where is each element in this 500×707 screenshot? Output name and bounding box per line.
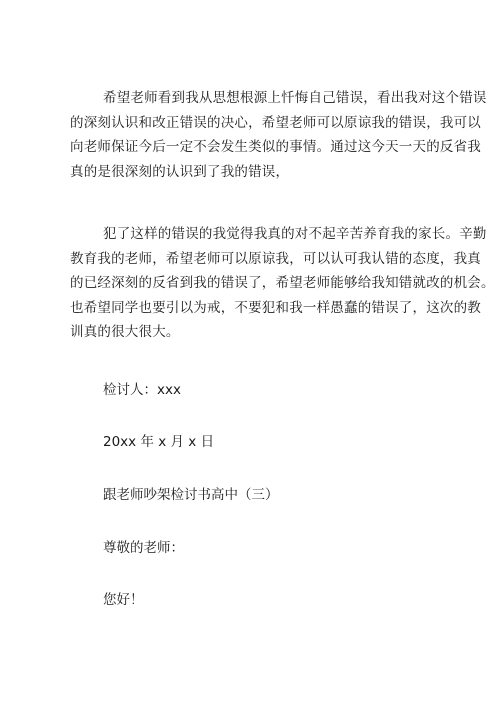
date-line: 20xx 年 x 月 x 日 <box>103 434 215 450</box>
paragraph-repentance <box>70 86 487 184</box>
paragraph-line: 向老师保证今后一定不会发生类似的事情。通过这今天一天的反省我 <box>70 139 481 155</box>
paragraph-apology <box>70 222 495 345</box>
paragraph-line: 的已经深刻的反省到我的错误了，希望老师能够给我知错就改的机会。 <box>70 275 495 291</box>
paragraph-line: 也希望同学也要引以为戒，不要犯和我一样愚蠢的错误了，这次的教 <box>70 299 481 316</box>
paragraph-line: 希望老师看到我从思想根源上忏悔自己错误，看出我对这个错误 <box>103 90 487 106</box>
signature-line: 检讨人：xxx <box>103 382 181 398</box>
salutation: 尊敬的老师： <box>103 540 184 556</box>
paragraph-line: 犯了这样的错误的我觉得我真的对不起辛苦养育我的家长。辛勤 <box>103 226 487 242</box>
paragraph-line: 的深刻认识和改正错误的决心，希望老师可以原谅我的错误，我可以 <box>70 114 481 131</box>
greeting: 您好！ <box>103 592 144 608</box>
next-section-title: 跟老师吵架检讨书高中（三） <box>103 487 279 503</box>
paragraph-line: 教育我的老师，希望老师可以原谅我，可以认可我认错的态度，我真 <box>70 250 481 267</box>
paragraph-line: 真的是很深刻的认识到了我的错误， <box>70 163 290 180</box>
paragraph-line: 训真的很大很大。 <box>70 324 180 340</box>
